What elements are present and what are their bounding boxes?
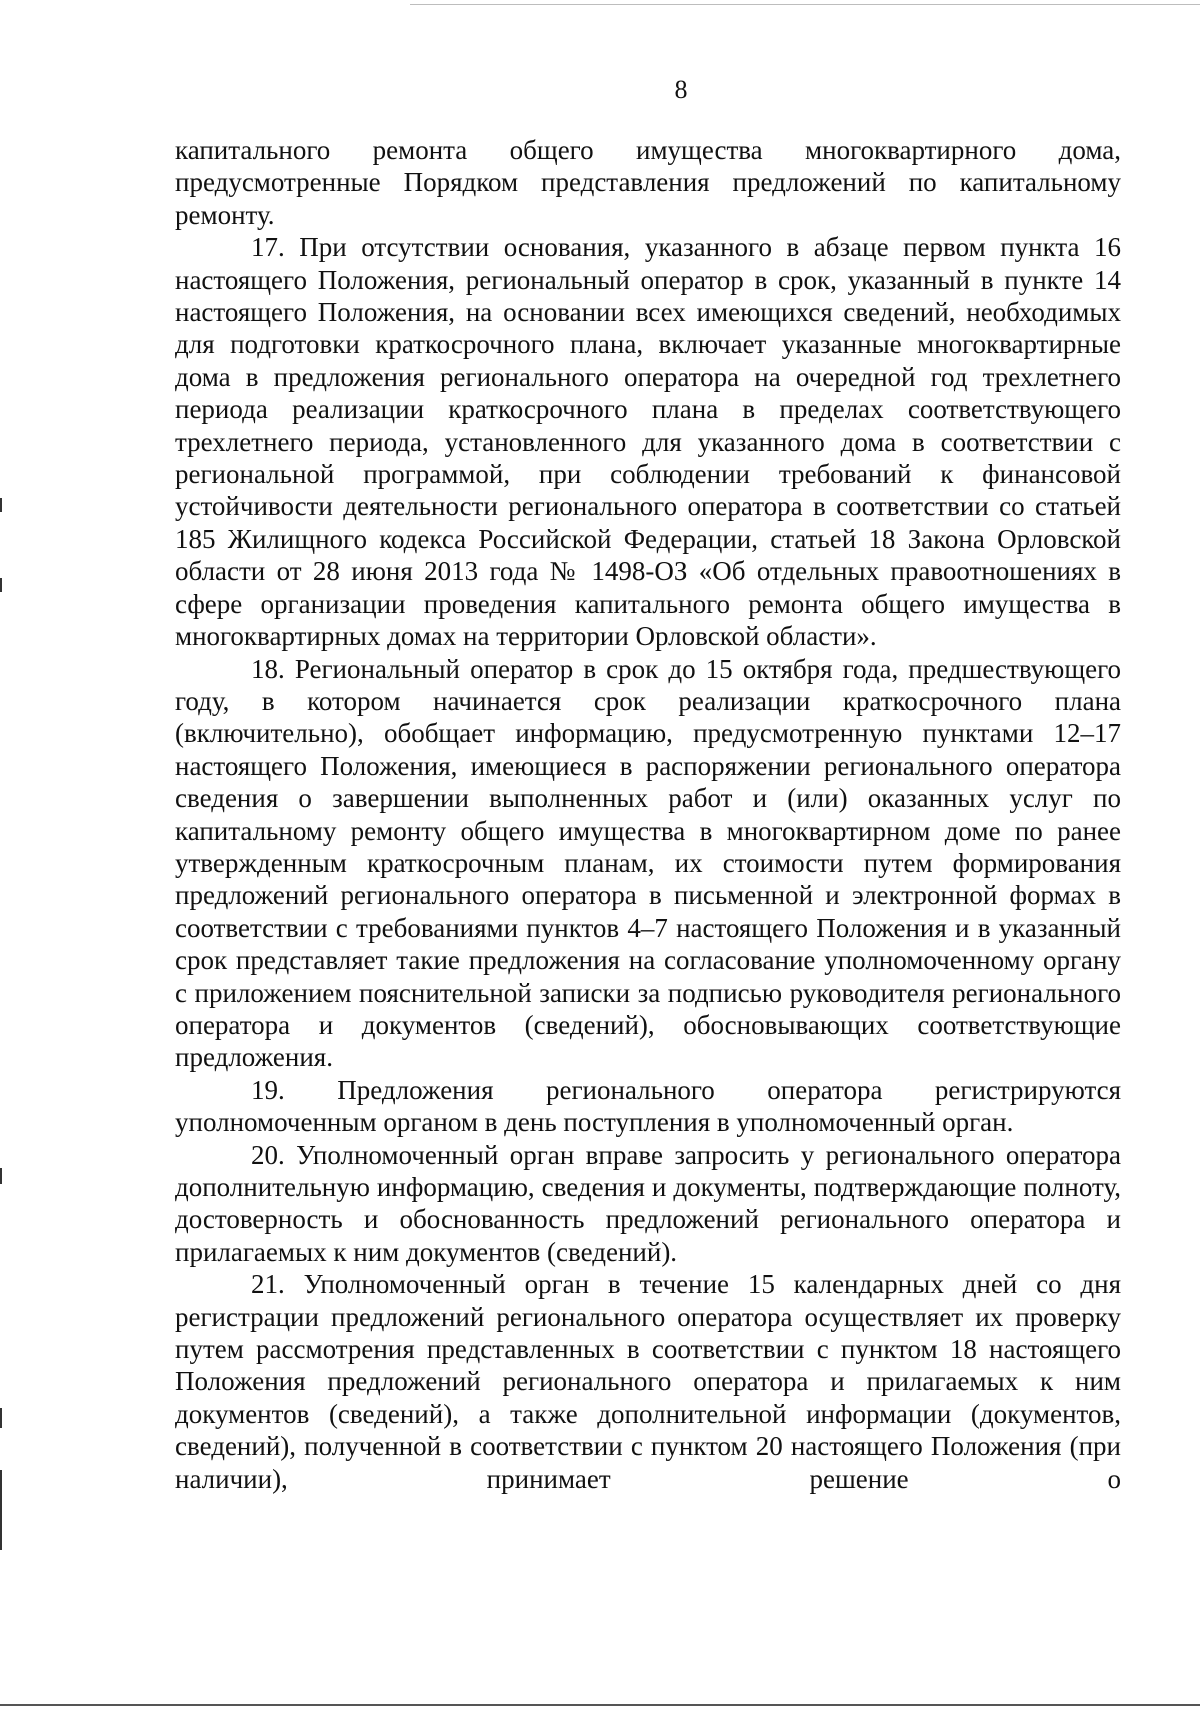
scan-mark (0, 1470, 2, 1550)
page-number: 8 (674, 75, 688, 104)
scan-edge-top (410, 4, 1200, 5)
scan-mark (0, 498, 2, 512)
paragraph-item-21: 21. Уполномоченный орган в течение 15 календарных дней со дня регистрации предложений регионального оператора осуществляет их проверку путем рассмотрения представленных в соответствии с пунктом 18 настоящего Положения предложений регионального оператора и прилагаемых к ним документов (сведений), а также дополнительной информации (документов, сведений), полученной в соответствии с пунктом 20 настоящего Положения (при наличии), принимает решение о (175, 1269, 1121, 1494)
scan-mark (0, 1168, 2, 1184)
scan-mark (0, 1408, 2, 1428)
paragraph-continuation: капитального ремонта общего имущества многоквартирного дома, предусмотренные Порядком представления предложений по капитальному ремонту. (175, 135, 1121, 230)
scan-edge-bottom (0, 1704, 1200, 1706)
document-body (175, 134, 1121, 1495)
paragraph-item-20: 20. Уполномоченный орган вправе запросить у регионального оператора дополнительную информацию, сведения и документы, подтверждающие полноту, достоверность и обоснованность предложений регионального оператора и прилагаемых к ним документов (сведений). (175, 1139, 1121, 1267)
paragraph-item-19: 19. Предложения регионального оператора регистрируются уполномоченным органом в день поступления в уполномоченный орган. (175, 1074, 1121, 1138)
paragraph-item-17: 17. При отсутствии основания, указанного в абзаце первом пункта 16 настоящего Положения, региональный оператор в срок, указанный в пункте 14 настоящего Положения, на основании всех имеющихся сведений, необходимых для подготовки краткосрочного плана, включает указанные многоквартирные дома в предложения регионального оператора на очередной год трехлетнего периода реализации краткосрочного плана в пределах соответствующего трехлетнего периода, установленного для указанного дома в соответствии с региональной программой, при соблюдении требований к финансовой устойчивости деятельности регионального оператора в соответствии со статьей 185 Жилищного кодекса Российской Федерации, статьей 18 Закона Орловской области от 28 июня 2013 года № 1498-ОЗ «Об отдельных правоотношениях в сфере организации проведения капитального ремонта общего имущества в многоквартирных домах на территории Орловской области». (175, 232, 1121, 652)
paragraph-item-18: 18. Региональный оператор в срок до 15 октября года, предшествующего году, в котором начинается срок реализации краткосрочного плана (включительно), обобщает информацию, предусмотренную пунктами 12–17 настоящего Положения, имеющиеся в распоряжении регионального оператора сведения о завершении выполненных работ и (или) оказанных услуг по капитальному ремонту общего имущества в многоквартирном доме по ранее утвержденным краткосрочным планам, их стоимости путем формирования предложений регионального оператора в письменной и электронной формах в соответствии с требованиями пунктов 4–7 настоящего Положения и в указанный срок представляет такие предложения на согласование уполномоченному органу с приложением пояснительной записки за подписью руководителя регионального оператора и документов (сведений), обосновывающих соответствующие предложения. (175, 653, 1121, 1073)
scan-mark (0, 578, 2, 592)
